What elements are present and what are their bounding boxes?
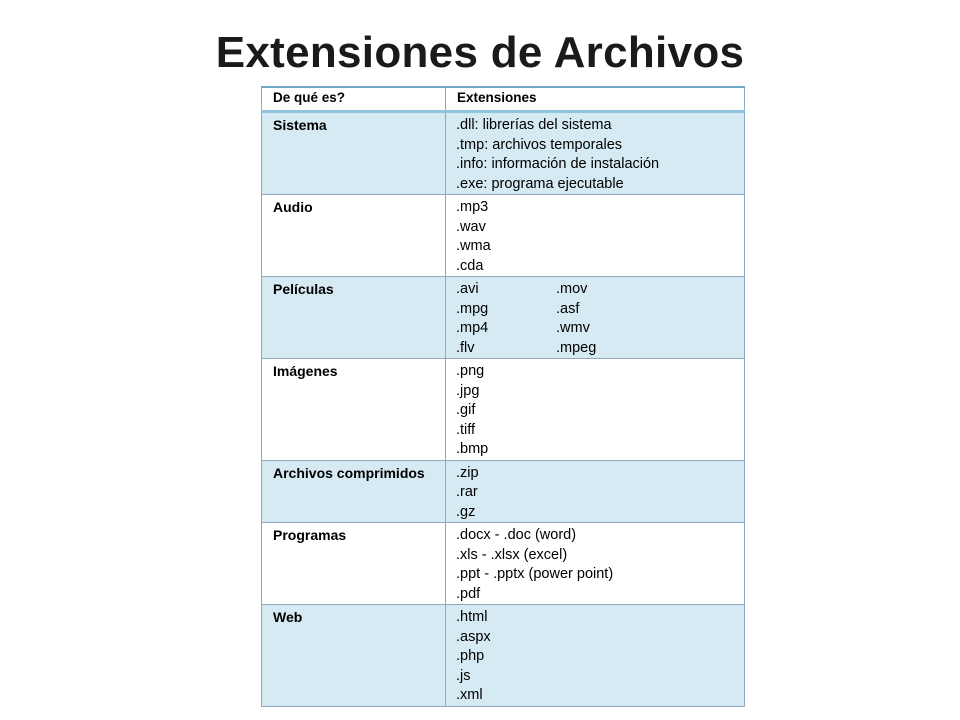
extension-right: .mov <box>556 281 588 297</box>
extensions-table <box>261 86 745 707</box>
header-extensions: Extensiones <box>446 87 745 112</box>
extension-line: .bmp <box>456 441 489 457</box>
extension-line: .zip <box>456 464 479 481</box>
extension-line: .xls - .xlsx (excel) <box>456 546 568 563</box>
extension-left: .mp4 <box>456 320 489 336</box>
extensions-cell <box>446 460 745 523</box>
table-row-imagenes <box>262 359 745 461</box>
extensions-cell <box>446 195 745 277</box>
extension-line: .docx - .doc (word) <box>456 527 577 543</box>
extension-line: .cda <box>456 257 484 274</box>
category-cell: Películas <box>262 277 446 359</box>
category-cell: Imágenes <box>262 359 446 461</box>
extension-line: .gif <box>456 402 476 418</box>
extensions-cell <box>446 523 745 605</box>
extension-pair-line <box>456 319 744 339</box>
category-cell: Sistema <box>262 112 446 195</box>
extensions-cell <box>446 359 745 461</box>
extension-left: .mpg <box>456 300 489 317</box>
extension-line: .js <box>456 667 471 684</box>
extension-pair-line <box>456 300 744 320</box>
extension-line: .info: información de instalación <box>456 156 660 172</box>
extension-pair-line <box>456 339 744 359</box>
table-row-archivos-comprimidos <box>262 460 745 523</box>
extension-right: .asf <box>556 300 580 317</box>
extension-line: .ppt - .pptx (power point) <box>456 566 614 582</box>
table-row-sistema <box>262 112 745 195</box>
extension-line: .aspx <box>456 628 491 645</box>
extension-line: .php <box>456 648 485 664</box>
extension-line: .mp3 <box>456 199 489 215</box>
extension-line: .rar <box>456 484 478 500</box>
extension-pair-line <box>456 280 744 300</box>
extension-line: .gz <box>456 503 476 520</box>
extension-line: .pdf <box>456 585 481 602</box>
extension-right: .mpeg <box>556 339 597 356</box>
table-row-programas <box>262 523 745 605</box>
extension-line: .xml <box>456 687 483 703</box>
extension-line: .tmp: archivos temporales <box>456 136 623 153</box>
extension-left: .avi <box>456 281 479 297</box>
table-row-audio <box>262 195 745 277</box>
extension-line: .exe: programa ejecutable <box>456 175 624 192</box>
table-row-web <box>262 605 745 707</box>
extension-line: .wma <box>456 238 491 254</box>
extension-line: .dll: librerías del sistema <box>456 117 612 133</box>
category-cell: Programas <box>262 523 446 605</box>
extensions-cell <box>446 605 745 707</box>
extension-right: .wmv <box>556 320 590 336</box>
extensions-cell <box>446 277 745 359</box>
extension-line: .jpg <box>456 382 480 399</box>
category-cell: Audio <box>262 195 446 277</box>
category-cell: Archivos comprimidos <box>262 460 446 523</box>
header-category: De qué es? <box>262 87 446 112</box>
category-cell: Web <box>262 605 446 707</box>
extension-line: .png <box>456 363 485 379</box>
extension-line: .wav <box>456 218 486 235</box>
extensions-cell <box>446 112 745 195</box>
table-header-row <box>262 87 745 112</box>
extension-left: .flv <box>456 339 475 356</box>
slide-title: Extensiones de Archivos <box>215 28 745 77</box>
extension-line: .tiff <box>456 421 476 438</box>
extension-line: .html <box>456 609 488 625</box>
table-row-peliculas <box>262 277 745 359</box>
